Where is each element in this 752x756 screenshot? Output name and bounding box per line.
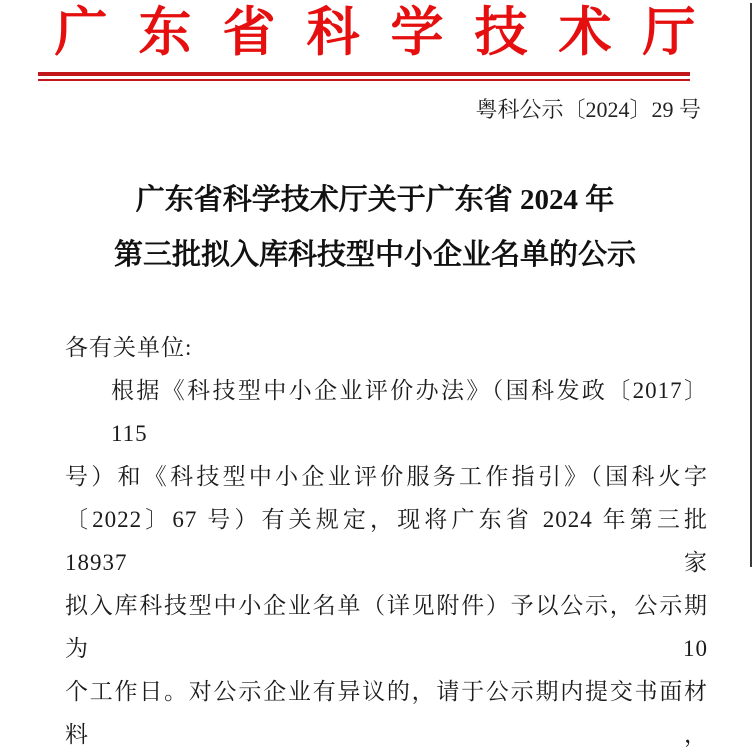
paragraph-line: 拟入库科技型中小企业名单（详见附件）予以公示，公示期为 10 xyxy=(65,593,708,661)
paragraph-line: 根据《科技型中小企业评价办法》（国科发政〔2017〕115 xyxy=(111,378,708,446)
salutation-line: 各有关单位: xyxy=(65,335,193,360)
document-number: 粤科公示〔2024〕29 号 xyxy=(475,97,701,122)
divider-thin-rule xyxy=(38,79,690,81)
official-document-page xyxy=(0,3,752,747)
document-title-line-2: 第三批拟入库科技型中小企业名单的公示 xyxy=(113,239,636,271)
paragraph-line-clipped: 个工作日。对公示企业有异议的，请于公示期内提交书面材料， xyxy=(65,679,708,747)
masthead-divider xyxy=(38,72,690,81)
paragraph-line: 〔2022〕67 号）有关规定，现将广东省 2024 年第三批 18937 家 xyxy=(65,507,708,575)
document-title xyxy=(0,173,750,283)
document-body xyxy=(65,326,708,756)
agency-masthead: 广东省科学技术厅 xyxy=(54,4,727,62)
divider-thick-rule xyxy=(38,72,690,76)
document-title-line-1: 广东省科学技术厅关于广东省 2024 年 xyxy=(135,184,615,216)
paragraph-line: 号）和《科技型中小企业评价服务工作指引》（国科火字 xyxy=(65,464,708,489)
